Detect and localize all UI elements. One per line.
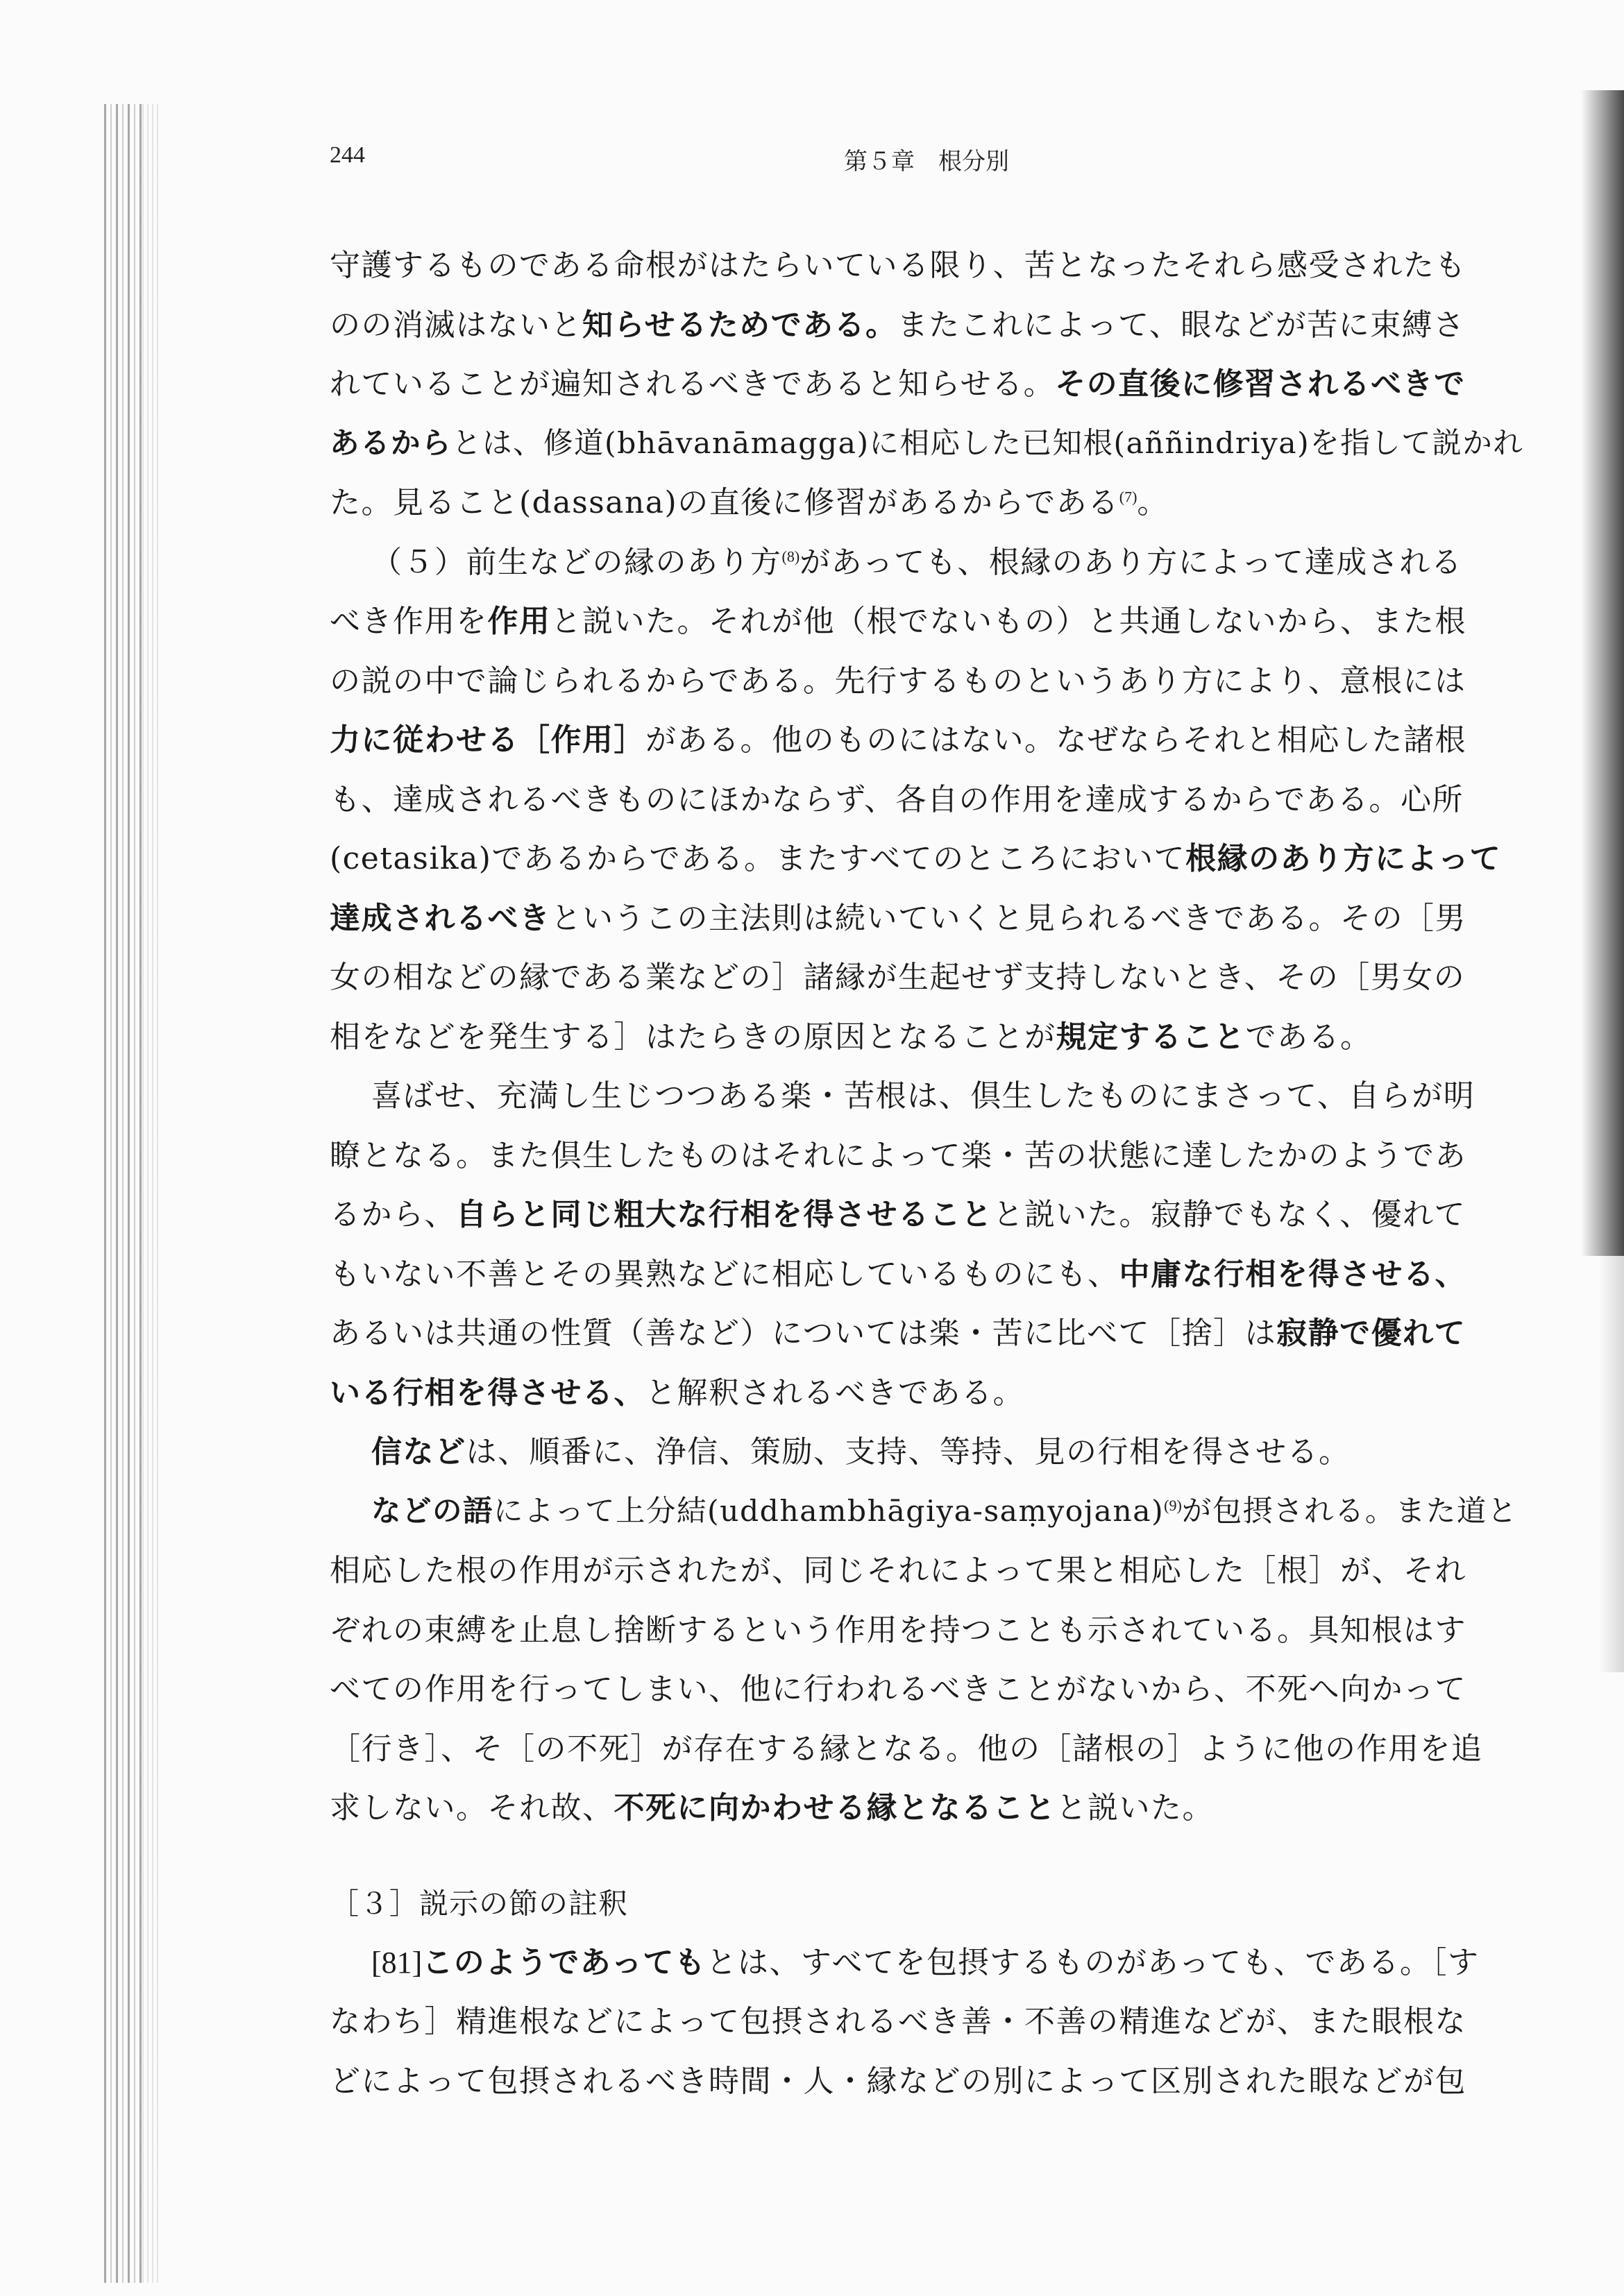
text-run: がある。他のものにはない。なぜならそれと相応した諸根 (645, 722, 1466, 758)
text-line (330, 889, 1523, 949)
text-line (330, 1778, 1523, 1838)
text-run: れていることが遍知されるべきであると知らせる。 (330, 366, 1056, 402)
text-run: と説いた。寂静でもなく、優れて (992, 1197, 1466, 1232)
text-run: ぞれの束縛を止息し捨断するという作用を持つことも示されている。具知根はす (330, 1612, 1466, 1648)
text-line (330, 1719, 1523, 1779)
text-run: (cetasika)であるからである。またすべてのところにおいて (330, 841, 1186, 876)
text-run: るから、 (330, 1197, 456, 1232)
text-run: もいない不善とその異熟などに相応しているものにも、 (330, 1256, 1119, 1292)
text-line (330, 1601, 1523, 1660)
bold-term: 中庸な行相を得させる、 (1119, 1256, 1466, 1292)
text-run: 喜ばせ、充満し生じつつある楽・苦根は、倶生したものにまさって、自らが明 (371, 1078, 1475, 1114)
page-header (330, 142, 1523, 184)
bold-term: いる行相を得させる、 (330, 1375, 645, 1411)
text-line (330, 1363, 1523, 1423)
text-line (330, 236, 1523, 296)
bold-term: 自らと同じ粗大な行相を得させること (456, 1197, 993, 1232)
bold-term: 寂静で優れて (1276, 1316, 1466, 1351)
section-gap (330, 1838, 1523, 1874)
text-run: た。見ること(dassana)の直後に修習があるからである (330, 485, 1119, 520)
paragraph-5 (330, 1482, 1523, 1838)
text-line (330, 1422, 1523, 1482)
bold-term: 知らせるためである。 (582, 307, 897, 343)
text-run: が包摂される。また道と (1181, 1494, 1518, 1529)
bold-term: 力に従わせる［作用］ (330, 722, 645, 758)
paragraph-1 (330, 236, 1523, 533)
scan-edge-shadow (1581, 90, 1624, 1256)
text-run: 守護するものである命根がはたらいている限り、苦となったそれら感受されたも (330, 248, 1466, 283)
bold-term: このようであっても (422, 1944, 707, 1980)
page-body (330, 236, 1523, 2111)
bold-term: 規定すること (1056, 1019, 1246, 1055)
text-line (330, 770, 1523, 830)
bold-term: あるから (330, 426, 452, 461)
paragraph-2 (330, 533, 1523, 1067)
text-run: あるいは共通の性質（善など）については楽・苦に比べて［捨］は (330, 1316, 1277, 1351)
text-run: ［行き］、そ［の不死］が存在する縁となる。他の［諸根の］ように他の作用を追 (330, 1730, 1483, 1767)
text-line (330, 711, 1523, 770)
text-run: は、順番に、浄信、策励、支持、等持、見の行相を得させる。 (466, 1434, 1351, 1470)
text-line (330, 1066, 1523, 1126)
text-run: 相応した根の作用が示されたが、同じそれによって果と相応した［根］が、それ (330, 1553, 1466, 1588)
text-run: またこれによって、眼などが苦に束縛さ (897, 307, 1465, 343)
text-line (330, 1933, 1523, 1993)
scan-gutter-shadow (104, 104, 142, 2283)
text-line (330, 2052, 1523, 2111)
text-run: なわち］精進根などによって包摂されるべき善・不善の精進などが、また眼根な (330, 2004, 1466, 2039)
text-run: 。 (1137, 485, 1169, 520)
scan-gutter-light (142, 104, 162, 2283)
text-run: と説いた。それが他（根でないもの）と共通しないから、また根 (550, 604, 1466, 639)
bold-term: 不死に向かわせる縁となること (614, 1790, 1056, 1826)
text-run: と説いた。 (1056, 1790, 1214, 1826)
bold-term: 信など (371, 1434, 466, 1470)
text-run: べき作用を (330, 604, 488, 639)
scan-edge-shadow-lower (1599, 1256, 1624, 1672)
text-line (330, 592, 1523, 652)
text-line (330, 652, 1523, 711)
text-line (330, 1126, 1523, 1186)
text-line (330, 1304, 1523, 1363)
footnote-ref[interactable]: (8) (781, 547, 800, 565)
section-heading: ［３］説示の節の註釈 (330, 1886, 629, 1921)
text-run: 求しない。それ故、 (330, 1790, 614, 1826)
running-head: 第５章 根分別 (844, 148, 1009, 176)
text-line (330, 1482, 1523, 1542)
text-run: があっても、根縁のあり方によって達成される (800, 544, 1463, 580)
text-run: というこの主法則は続いていくと見られるべきである。その［男 (550, 900, 1466, 936)
text-run: どによって包摂されるべき時間・人・縁などの別によって区別された眼などが包 (330, 2063, 1466, 2099)
text-run: べての作用を行ってしまい、他に行われるべきことがないから、不死へ向かって (330, 1672, 1466, 1707)
text-line (330, 1660, 1523, 1719)
footnote-ref[interactable]: (9) (1164, 1496, 1182, 1514)
text-run: である。 (1245, 1019, 1372, 1055)
text-run: の説の中で論じられるからである。先行するものというあり方により、意根には (330, 663, 1466, 699)
text-run: 女の相などの縁である業などの］諸縁が生起せず支持しないとき、その［男女の (330, 960, 1466, 995)
text-line (330, 414, 1523, 474)
footnote-ref[interactable]: (7) (1119, 488, 1137, 506)
paragraph-3 (330, 1066, 1523, 1422)
text-run: 瞭となる。また倶生したものはそれによって楽・苦の状態に達したかのようであ (330, 1137, 1466, 1173)
text-line (330, 829, 1523, 889)
bold-term: などの語 (371, 1494, 494, 1529)
text-run: も、達成されるべきものにほかならず、各自の作用を達成するからである。心所 (330, 781, 1464, 817)
text-line (330, 1245, 1523, 1304)
bold-term: その直後に修習されるべきで (1055, 366, 1466, 402)
text-line (330, 533, 1523, 593)
bold-term: 作用 (487, 604, 551, 639)
bold-term: 根縁のあり方によって (1185, 841, 1502, 876)
text-line (330, 948, 1523, 1007)
text-line (330, 1541, 1523, 1601)
text-line (330, 1992, 1523, 2052)
text-run: とは、すべてを包摂するものがあっても、である。［す (706, 1944, 1480, 1980)
text-run: によって上分結(uddhambhāgiya-saṃyojana) (493, 1494, 1165, 1529)
text-line (330, 1185, 1523, 1245)
text-run: と解釈されるべきである。 (645, 1375, 1024, 1411)
paragraph-6 (330, 1933, 1523, 2111)
page-number: 244 (330, 142, 365, 168)
text-run: （５）前生などの縁のあり方 (371, 544, 782, 580)
text-run: とは、修道(bhāvanāmagga)に相応した已知根(aññindriya)を指して説かれ (452, 426, 1524, 461)
text-run: 相をなどを発生する］はたらきの原因となることが (330, 1019, 1056, 1055)
text-line (330, 1007, 1523, 1067)
bold-term: 達成されるべき (330, 900, 551, 936)
paragraph-4 (330, 1422, 1523, 1482)
text-line (330, 296, 1523, 355)
text-run: のの消滅はないと (330, 307, 582, 343)
paragraph-number: [81] (371, 1945, 423, 1980)
text-line (330, 355, 1523, 414)
text-line (330, 473, 1523, 533)
